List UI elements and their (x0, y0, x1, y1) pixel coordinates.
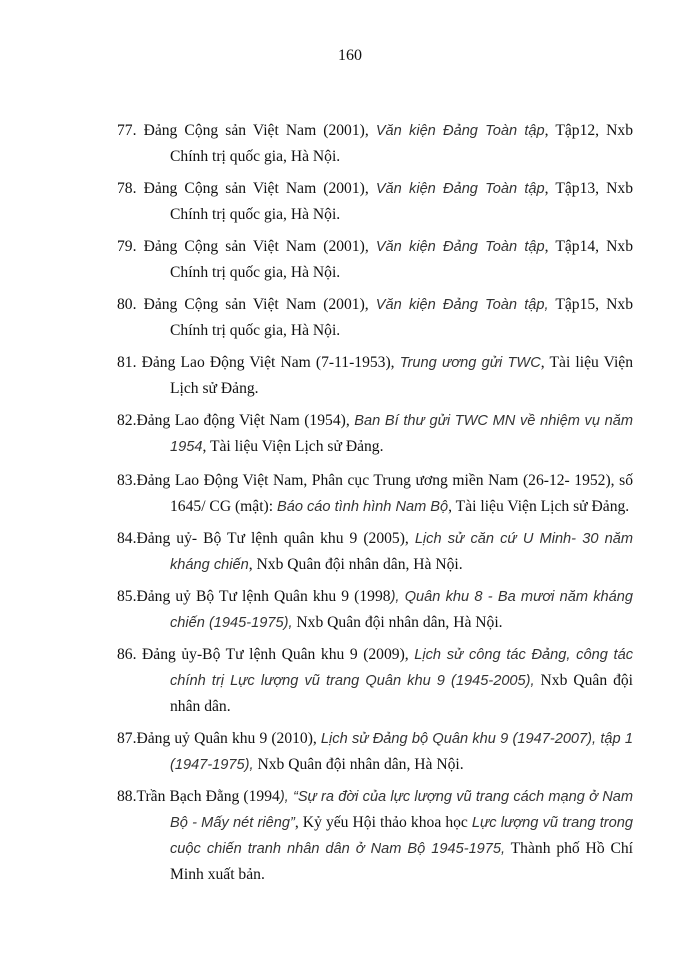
reference-author: Đảng uỷ- Bộ Tư lệnh quân khu 9 (2005), (136, 530, 415, 547)
reference-author: Đảng uỷ Bộ Tư lệnh Quân khu 9 (1998 (136, 588, 391, 605)
reference-number: 84. (117, 530, 137, 547)
reference-item (117, 642, 633, 720)
reference-author: Đảng uỷ Quân khu 9 (2010), (136, 730, 321, 747)
reference-number: 85. (117, 588, 137, 605)
page-number: 160 (338, 47, 362, 64)
reference-title: Trung ương gửi TWC (399, 355, 541, 371)
reference-author: Đảng ủy-Bộ Tư lệnh Quân khu 9 (2009), (142, 646, 415, 663)
reference-publisher: Nxb Quân đội nhân dân. (170, 672, 633, 715)
reference-author: Đảng Cộng sản Việt Nam (2001), (143, 180, 376, 197)
reference-author: Trần Bạch Đằng (1994 (136, 788, 280, 805)
reference-publisher: Tập15, Nxb Chính trị quốc gia, Hà Nội. (170, 296, 633, 339)
reference-item (117, 408, 633, 460)
reference-publisher: , Tập12, Nxb Chính trị quốc gia, Hà Nội. (170, 122, 633, 165)
reference-title: Văn kiện Đảng Toàn tập (375, 181, 545, 197)
reference-publisher: Nxb Quân đội nhân dân, Hà Nội. (292, 614, 503, 631)
reference-number: 82. (117, 412, 137, 429)
reference-number: 81. (117, 354, 142, 371)
reference-number: 87. (117, 730, 137, 747)
reference-publisher: , Nxb Quân đội nhân dân, Hà Nội. (248, 556, 463, 573)
reference-number: 78. (117, 180, 144, 197)
reference-item (117, 292, 633, 344)
reference-title: ), “Sự ra đời của lực lượng vũ trang cách mạng ở Nam Bộ - Mấy nét riêng” (170, 789, 634, 831)
reference-item (117, 350, 633, 402)
reference-author: Đảng Cộng sản Việt Nam (2001), (143, 238, 376, 255)
reference-item (117, 118, 633, 170)
reference-number: 80. (117, 296, 144, 313)
reference-list (117, 118, 633, 894)
reference-title: Báo cáo tình hình Nam Bộ (276, 499, 449, 515)
reference-number: 86. (117, 646, 143, 663)
reference-author: Đảng Cộng sản Việt Nam (2001), (143, 122, 376, 139)
reference-author: Đảng Cộng sản Việt Nam (2001), (143, 296, 376, 313)
reference-publisher: Thành phố Hồ Chí Minh xuất bản. (170, 840, 633, 883)
reference-item (117, 468, 633, 520)
reference-number: 77. (117, 122, 144, 139)
reference-title: Lịch sử Đảng bộ Quân khu 9 (1947-2007), tập 1 (1947-1975), (170, 731, 633, 773)
reference-number: 79. (117, 238, 144, 255)
reference-title: Lịch sử công tác Đảng, công tác chính trị Lực lượng vũ trang Quân khu 9 (1945-2005), (170, 647, 633, 689)
reference-author: Đảng Lao Động Việt Nam (7-11-1953), (141, 354, 400, 371)
reference-title: Văn kiện Đảng Toàn tập (375, 239, 545, 255)
reference-author: Đảng Lao động Việt Nam (1954), (136, 412, 355, 429)
reference-title: Lịch sử căn cứ U Minh- 30 năm kháng chiến (170, 531, 633, 573)
reference-title: Ban Bí thư gửi TWC MN về nhiệm vụ năm 1954 (170, 413, 634, 455)
reference-conference-title: Lực lượng vũ trang trong cuộc chiến tranh nhân dân ở Nam Bộ 1945-1975, (170, 815, 634, 857)
reference-publisher: , Tập14, Nxb Chính trị quốc gia, Hà Nội. (170, 238, 633, 281)
reference-title: Văn kiện Đảng Toàn tập (375, 123, 545, 139)
reference-publisher: , Tài liệu Viện Lịch sử Đảng. (170, 354, 634, 397)
reference-number: 88. (117, 788, 137, 805)
reference-item (117, 526, 633, 578)
reference-item (117, 784, 633, 888)
reference-title: ), Quân khu 8 - Ba mươi năm kháng chiến (1945-1975), (170, 589, 633, 631)
reference-author: Đảng Lao Động Việt Nam, Phân cục Trung ương miền Nam (26-12- 1952), số 1645/ CG (mật): (136, 472, 633, 515)
reference-source: , Kỷ yếu Hội thảo khoa học (294, 814, 472, 831)
reference-item (117, 726, 633, 778)
reference-publisher: , Tài liệu Viện Lịch sử Đảng. (202, 438, 384, 455)
reference-publisher: , Tài liệu Viện Lịch sử Đảng. (448, 498, 630, 515)
reference-publisher: Nxb Quân đội nhân dân, Hà Nội. (253, 756, 464, 773)
reference-publisher: , Tập13, Nxb Chính trị quốc gia, Hà Nội. (170, 180, 633, 223)
reference-item (117, 234, 633, 286)
reference-title: Văn kiện Đảng Toàn tập, (375, 297, 549, 313)
reference-number: 83. (117, 472, 137, 489)
reference-item (117, 584, 633, 636)
reference-item (117, 176, 633, 228)
